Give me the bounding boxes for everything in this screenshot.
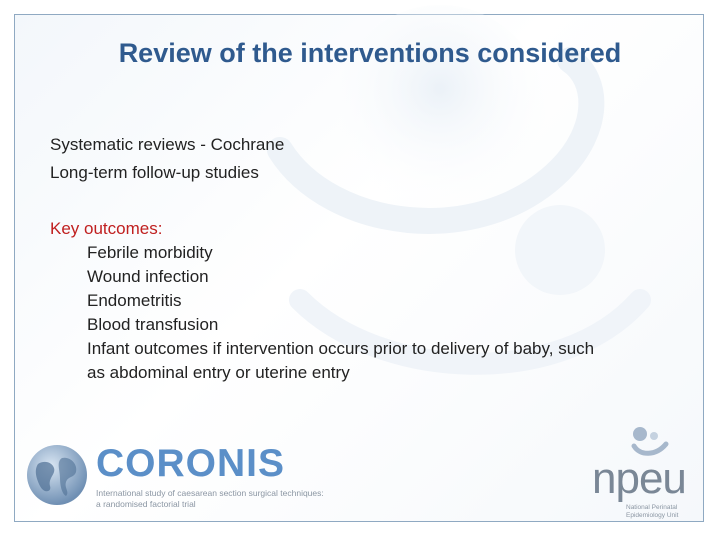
npeu-tagline: National Perinatal Epidemiology Unit xyxy=(626,504,679,519)
npeu-logo xyxy=(588,420,708,524)
sources-list xyxy=(50,131,284,187)
coronis-logo xyxy=(24,440,324,520)
npeu-wordmark: npeu xyxy=(592,454,686,503)
coronis-tagline: International study of caesarean section surgical techniques: a randomised factorial trial xyxy=(96,488,324,509)
coronis-wordmark: CORONIS xyxy=(96,442,286,485)
list-item: Blood transfusion xyxy=(87,315,219,334)
slide-title: Review of the interventions considered xyxy=(118,38,622,68)
list-item: Long-term follow-up studies xyxy=(50,163,259,182)
npeu-emblem-icon xyxy=(626,424,676,458)
list-item: Systematic reviews - Cochrane xyxy=(50,135,285,154)
list-item: Endometritis xyxy=(87,291,182,310)
key-outcomes-heading: Key outcomes: xyxy=(50,219,163,238)
globe-icon xyxy=(24,442,90,508)
list-item: Infant outcomes if intervention occurs prior to delivery of baby, such as abdominal entry or uterine entry xyxy=(87,339,595,382)
key-outcomes-list xyxy=(50,216,607,385)
list-item: Wound infection xyxy=(87,267,209,286)
list-item: Febrile morbidity xyxy=(87,243,213,262)
